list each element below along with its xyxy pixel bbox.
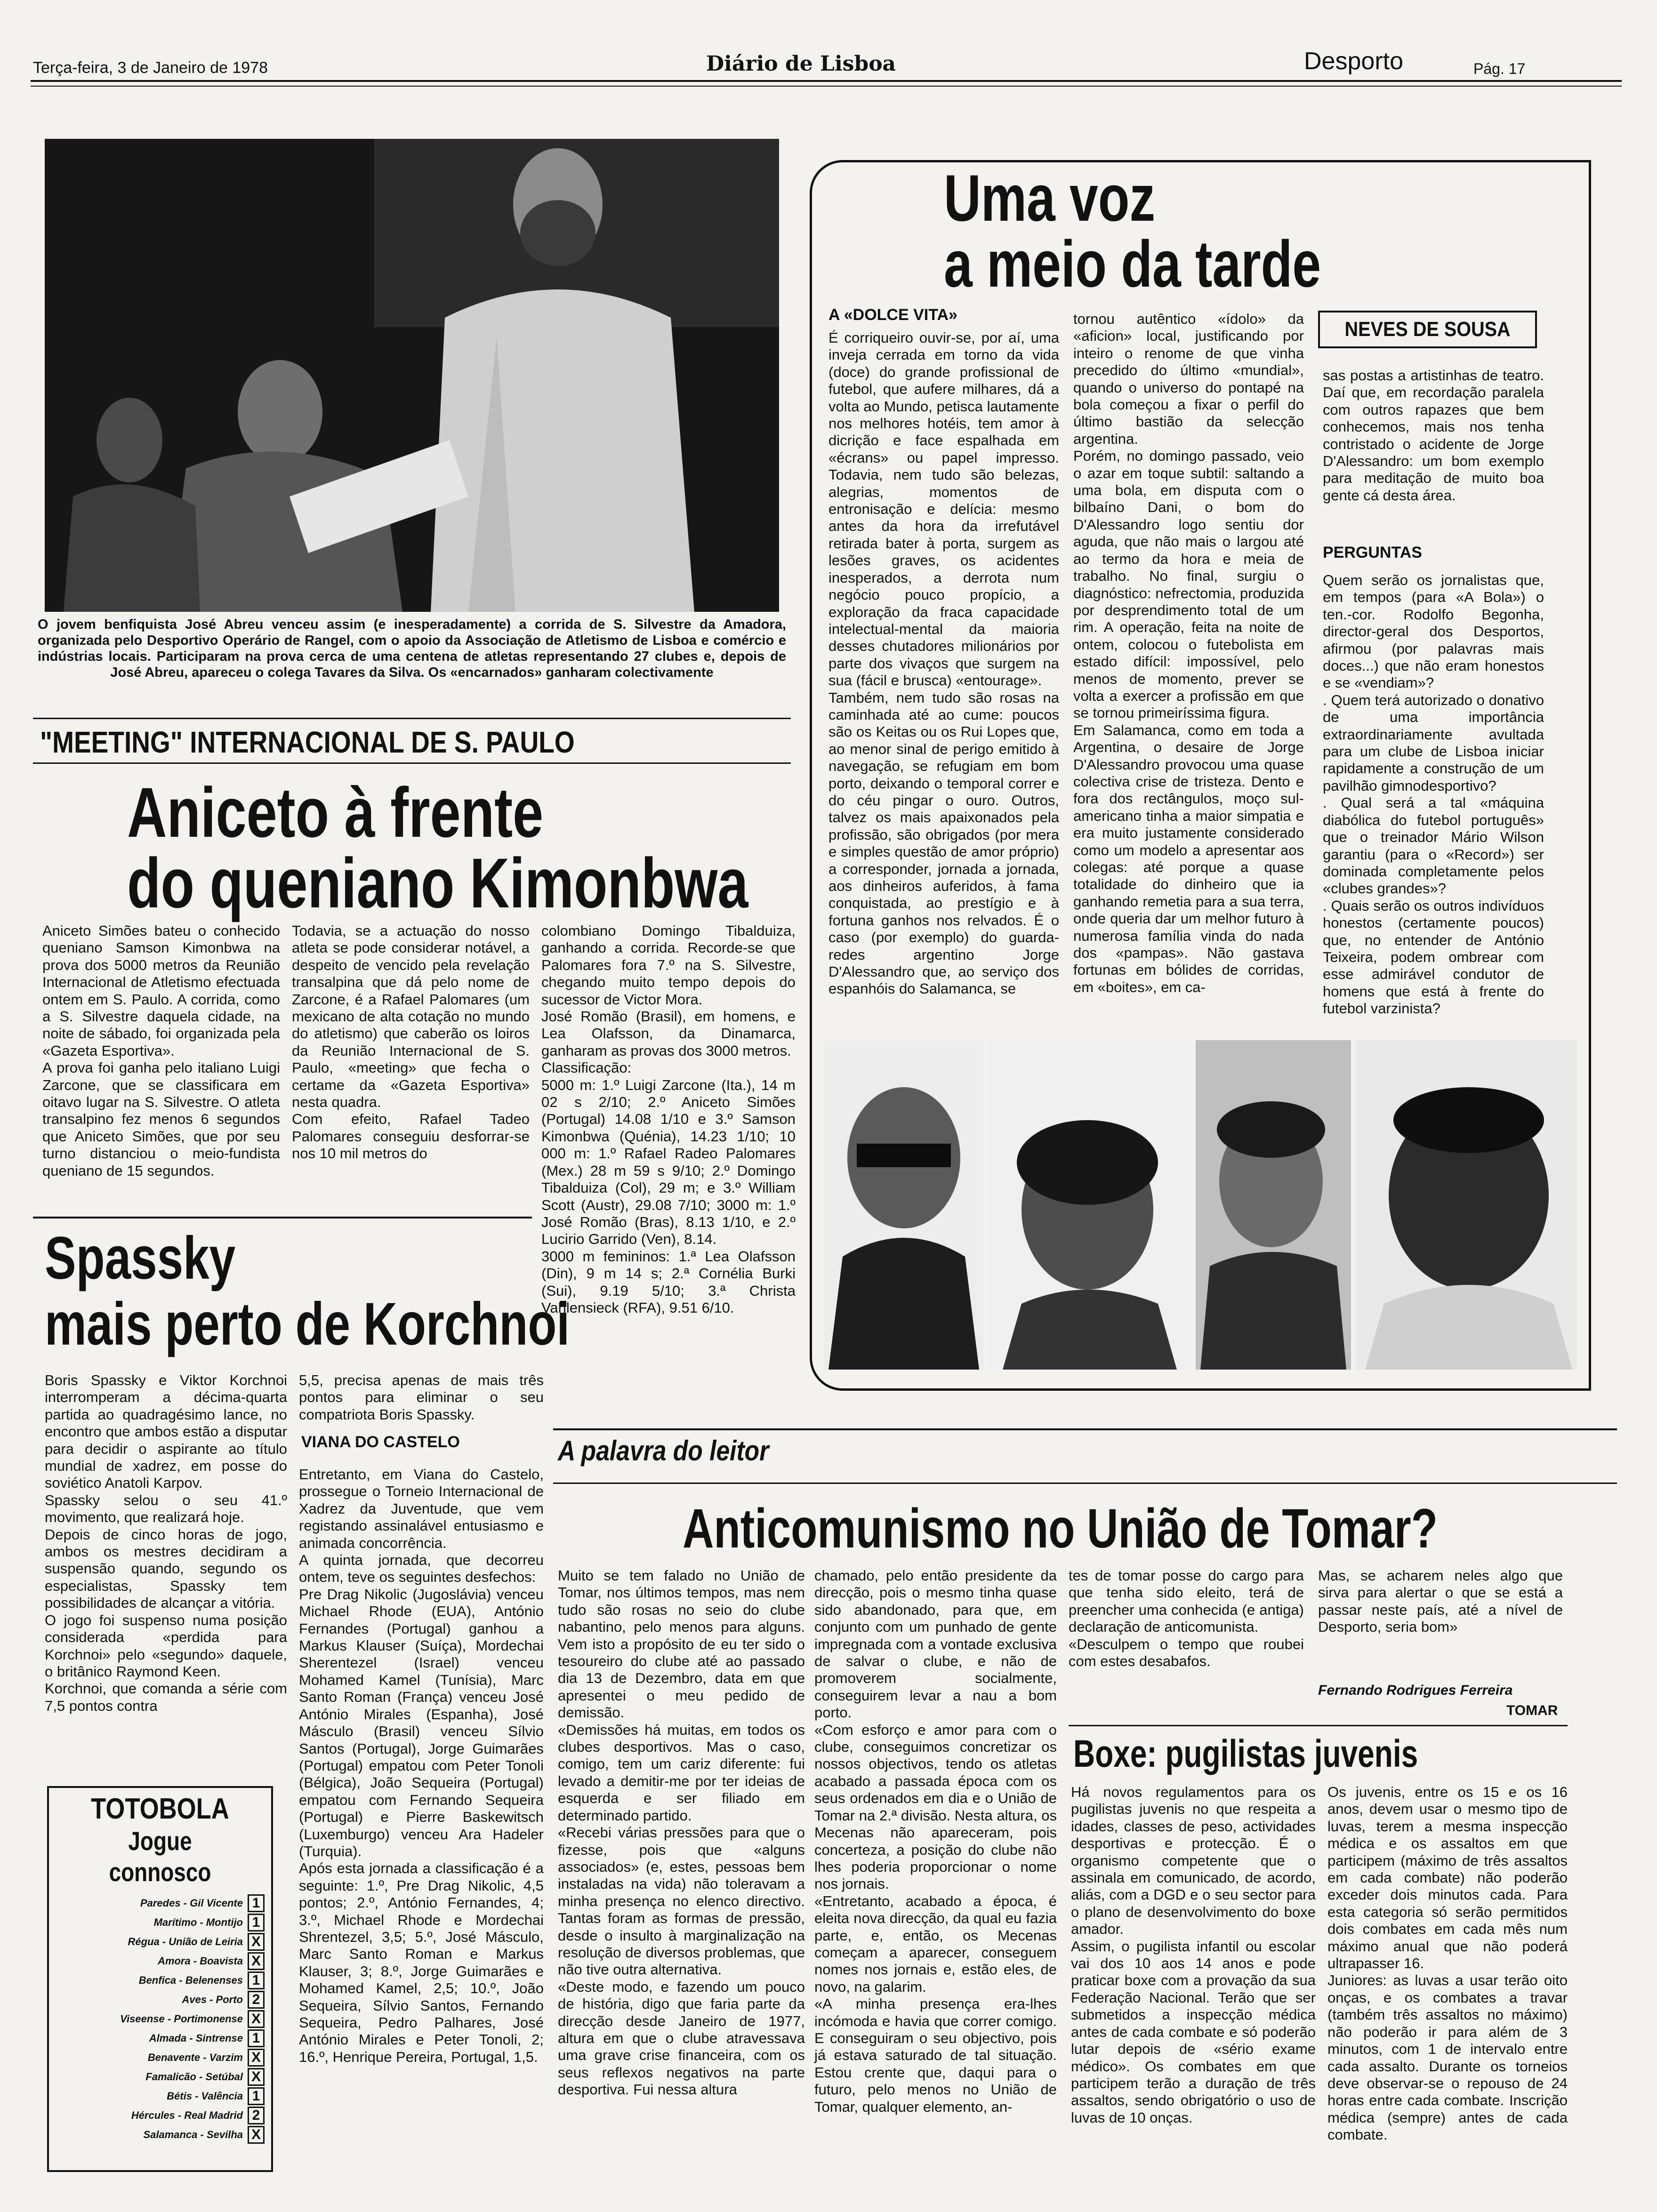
rule-above-spassky [33,1217,532,1218]
totobola-mark: 1 [248,1972,265,1989]
totobola-row [56,1971,265,1990]
totobola-row [56,1932,265,1951]
meeting-column-1: Aniceto Simões bateu o conhecido queniano Samson Kimonbwa na prova dos 5000 metros da Reunião Internacional de Atletismo efectuada ontem em S. Paulo. A corrida, como a S. Silvestre daquela cidade, na noite de sábado, foi organizada pela «Gazeta Esportiva». A prova foi ganha pelo italiano Luigi Zarcone, que se classificara em oitavo lugar na S. Silvestre. O atleta transalpino fez menos 6 segundos que Aniceto Simões, que por seu turno distanciou o meio-fundista queniano de 15 segundos. [42,922,280,1179]
totobola-row [56,1913,265,1932]
totobola-game: Benavente - Varzim [147,2051,243,2063]
totobola-mark: 1 [248,2087,265,2105]
leitor-signature-name: Fernando Rodrigues Ferreira [1318,1683,1513,1698]
spassky-headline-1: Spassky [45,1225,236,1292]
page-date: Terça-feira, 3 de Janeiro de 1978 [33,59,268,77]
meeting-kicker: "MEETING" INTERNACIONAL DE S. PAULO [40,725,575,759]
header-rule [31,80,1622,82]
header-rule-thin [31,86,1622,87]
totobola-rows [56,1893,265,2144]
rule-below-caption [33,718,791,719]
totobola-mark: X [248,2126,265,2144]
column-author-box [1318,311,1537,348]
spassky-headline-2: mais perto de Korchnoi [45,1290,570,1358]
totobola-row [56,2106,265,2125]
boxe-column-1: Há novos regulamentos para os pugilistas juvenis no que respeita a idades, classes de peso, actividades desportivas e protecção. É o organismo competente que o assinala em comunicado, de acordo, aliás, com a DGD e o seu sector para o plano de desenvolvimento do boxe amador. Assim, o pugilista infantil ou escolar vai dos 10 aos 14 anos e pode praticar boxe com a provação da sua Federação Nacional. Terão que ser submetidos a inspecção médica antes de cada combate e só poderão lutar depois de «sério exame médico». Os combates em que participem terão a duração de três assaltos, sendo obrigatório o uso de luvas de 10 onças. [1071,1784,1316,2126]
column-col-3-top: sas postas a artistinhas de teatro. Daí que, em recordação paralela com outros rapazes que bem conhecemos, mais nos tenha contristado o acidente de Jorge D'Alessandro: um bom exemplo para meditação de muito boa gente cá desta área. [1323,367,1548,504]
totobola-row [56,2125,265,2144]
totobola-row [56,2048,265,2067]
totobola-game: Aves - Porto [182,1993,243,2005]
spassky-column-2-top: 5,5, precisa apenas de mais três pontos para eliminar o seu compatriota Boris Spassky. [299,1372,548,1423]
totobola-game: Benfica - Belenenses [138,1974,243,1986]
totobola-row [56,1990,265,2009]
totobola-game: Famalicão - Setúbal [145,2070,243,2083]
totobola-row [56,1951,265,1971]
boxe-column-2: Os juvenis, entre os 15 e os 16 anos, devem usar o mesmo tipo de luvas, terem a mesma inspecção médica e os assaltos em que participem (máximo de três assaltos em cada combate) não poderão exceder dois minutos cada. Para esta categoria só serão permitidos dois combates em cada mês num máximo anual que não poderá ultrapasser 16. Juniores: as luvas a usar terão oito onças, e os combates a travar (também três assaltos no máximo) não poderão ir para além de 3 minutos, com 1 de intervalo entre cada assalto. Durante os torneios deve observar-se o repouso de 24 horas entre cada combate. Inscrição médica (sempre) antes de cada combate. [1327,1784,1568,2143]
leitor-column-2: chamado, pelo então presidente da direcção, pois o mesmo tinha quase sido abandonado, para que, em conjunto com um punhado de gente impregnada com a vontade exclusiva de salvar o clube, e não de promoverem socialmente, conseguirem levar a nau a bom porto. «Com esforço e amor para com o clube, conseguimos concretizar os nossos objectivos, tendo os atletas acabado a passada época com os seus ordenados em dia e o União de Tomar na 2.ª divisão. Nesta altura, os Mecenas não apareceram, pois concerteza, a posição do clube não lhes poderia proporcionar o nome nos jornais. «Entretanto, acabado a época, é eleita nova direcção, da qual eu fazia parte, e, então, os Mecenas começam a aparecer, conseguem nomes nos jornais e, estão eles, de novo, na galarim. «A minha presença era-lhes incómoda e havia que correr comigo. E conseguiram o seu objectivo, pois já estava saturado de tal situação. Estou crente que, daqui para o futuro, pelo menos no União de Tomar, qualquer elemento, an- [814,1567,1057,2115]
spassky-column-1: Boris Spassky e Viktor Korchnoi interromperam a décima-quarta partida ao quadragésimo lance, no encontro que ambos estão a disputar para decidir o aspirante ao título mundial de xadrez, em posse do soviético Anatoli Karpov. Spassky selou o seu 41.º movimento, que realizará hoje. Depois de cinco horas de jogo, ambos os mestres decidiram a suspensão quando, segundo os especialistas, Spassky tem possibilidades de alcançar a vitória. O jogo foi suspenso numa posição considerada «perdida para Korchnoi» pelo «segundo» daquele, o britânico Raymond Keen. Korchnoi, que comanda a série com 7,5 pontos contra [45,1372,287,1714]
totobola-game: Marítimo - Montijo [153,1916,243,1928]
masthead: Diário de Lisboa [706,52,896,76]
column-headline-2: a meio da tarde [944,227,1321,301]
boxe-headline: Boxe: pugilistas juvenis [1073,1732,1418,1775]
leitor-headline: Anticomunismo no União de Tomar? [683,1498,1438,1560]
totobola-mark: X [248,1952,265,1970]
totobola-mark: X [248,2068,265,2086]
column-subhead-perguntas: PERGUNTAS [1323,544,1422,561]
totobola-game: Paredes - Gil Vicente [140,1897,243,1909]
rule-leitor-bottom [553,1483,1617,1484]
leitor-column-4: Mas, se acharem neles algo que sirva para alertar o que se está a passar neste país, até a nível de Desporto, seria bom» [1318,1567,1567,1635]
totobola-game: Salamanca - Sevilha [143,2128,243,2140]
column-col-2: tornou autêntico «ídolo» da «aficion» local, justificando por inteiro o renome de que vinha precedido do último «mundial», quando o universo do pontapé na bola começou a fixar o perfil do último bastião da selecção argentina. Porém, no domingo passado, veio o azar em toque subtil: saltando a uma bola, em disputa com o bilbaíno Dani, o bom do D'Alessandro logo sentiu dor aguda, que não mais o largou até ao termo da hora e meia de trabalho. No final, surgiu o diagnóstico: nefrectomia, produzida por desprendimento total de um rim. A operação, feita na noite de ontem, colocou o futebolista em estado difícil: impossível, pelo menos de momento, prever se volta a exercer a profissão em que se tornou primeiríssima figura. Em Salamanca, como em toda a Argentina, o desaire de Jorge D'Alessandro provocou uma quase colectiva crise de tristeza. Dento e fora dos rectângulos, moço sul-americano tinha a maior simpatia e era muito justamente considerado como um modelo a apresentar aos colegas: até porque a quase totalidade do dinheiro que ia ganhando remetia para a sua terra, onde queria dar um melhor futuro à numerosa família vinda do nada dos «pampas». Não gastava fortunas em bólides de corridas, em «boites», em ca- [1073,311,1304,995]
totobola-row [56,2009,265,2028]
portrait-3 [1196,1040,1351,1370]
meeting-column-2: Todavia, se a actuação do nosso atleta se pode considerar notável, a despeito de vencido pela revelação transalpina que dá pelo nome de Zarcone, é a Rafael Palomares (um mexicano de alta cotação no mundo do atletismo) que caberão os loiros da Reunião Internacional de S. Paulo, «meeting» que fecha o certame da «Gazeta Esportiva» nesta quadra. Com efeito, Rafael Tadeo Palomares conseguiu desforrar-se nos 10 mil metros do [292,922,530,1162]
column-headline-1: Uma voz [944,161,1156,235]
portrait-4 [1356,1040,1577,1370]
column-subhead-dolce-vita: A «DOLCE VITA» [828,306,957,324]
rule-boxe [1069,1725,1568,1726]
totobola-game: Régua - União de Leiria [128,1935,243,1948]
portrait-1 [824,1040,984,1370]
totobola-mark: 2 [248,2107,265,2124]
page-number: Pág. 17 [1473,60,1526,77]
totobola-game: Bétis - Valência [167,2090,243,2102]
viana-subhead: VIANA DO CASTELO [301,1433,460,1451]
leitor-column-1: Muito se tem falado no União de Tomar, nos últimos tempos, mas nem tudo são rosas no seio do clube nabantino, pelo menos para alguns. Vem isto a propósito de eu ter sido o tesoureiro do clube até ao passado dia 13 de Dezembro, data em que apresentei o meu pedido de demissão. «Demissões há muitas, em todos os clubes desportivos. Mas o caso, comigo, tem um cariz diferente: fui levado a demitir-me por ter ideias de esquerda e ser filiado em determinado partido. «Recebi várias pressões para que o fizesse, pois que «alguns associados» (e, estes, pessoas bem instaladas na vida) não toleravam a minha presença no elenco directivo. Tantas foram as formas de pressão, desde o insulto à marginalização na resolução de diversos problemas, que não tive outra alternativa. «Deste modo, e fazendo um pouco de história, digo que faria parte da direcção desde Janeiro de 1977, altura em que o clube atravessava uma grave crise financeira, com os seus reflexos negativos na parte desportiva. Fui nessa altura [558,1567,805,2098]
totobola-game: Amora - Boavista [158,1955,243,1967]
totobola-row [56,1893,265,1913]
photo-jose-abreu [45,139,779,612]
rule-kicker [33,762,791,764]
totobola-row [56,2086,265,2106]
totobola-box [47,1786,273,2172]
totobola-mark: 1 [248,2029,265,2047]
column-col-1: É corriqueiro ouvir-se, por aí, uma inveja cerrada em torno da vida (doce) do grande profissional de futebol, que aufere milhares, dá a volta ao Mundo, petisca lautamente nos melhores hotéis, tem amor à dicrição e face espalhada em «écrans» ou papel impresso. Todavia, nem tudo são belezas, alegrias, momentos de entronisação e delícia: mesmo antes da hora da irrefutável retirada bater à porta, surgem as lesões graves, os acidentes inesperados, a derrota num negócio pouco propício, a exploração da fraca capacidade intelectual-mental da maioria desses chutadores milionários por parte dos vivaços que surgem na sua (fácil e brusca) «entourage». Também, nem tudo são rosas na caminhada até ao cume: poucos são os Keitas ou os Rui Lopes que, ao menor sinal de perigo emitido à navegação, se refugiam em bom porto, deixando o temporal correr e do céu pingar o ouro. Outros, talvez os mais apaixonados pela profissão, são obrigados (por mera e simples questão de amor próprio) a corresponder, jornada a jornada, aos dinheiros auferidos, à fama conquistada, ao prestígio e à fortuna ganhos nos relvados. É o caso (por exemplo) do guarda-redes argentino Jorge D'Alessandro que, ao serviço dos espanhóis do Salamanca, se [828,329,1059,997]
column-author: NEVES DE SOUSA [1344,318,1511,341]
totobola-row [56,2067,265,2086]
totobola-mark: 1 [248,1914,265,1931]
totobola-mark: 2 [248,1991,265,2009]
totobola-mark: X [248,2010,265,2028]
meeting-column-3: colombiano Domingo Tibalduiza, ganhando a corrida. Recorde-se que Palomares fora 7.º na S. Silvestre, chegando muito tempo depois do sucessor de Victor Mora. José Romão (Brasil), em homens, e Lea Olafsson, da Dinamarca, ganharam as provas dos 3000 metros. Classificação: 5000 m: 1.º Luigi Zarcone (Ita.), 14 m 02 s 2/10; 2.º Aniceto Simões (Portugal) 14.08 1/10 e 3.º Samson Kimonbwa (Quénia), 14.23 1/10; 10 000 m: 1.º Rafael Radeo Palomares (Mex.) 28 m 59 s 9/10; 2.º Domingo Tibalduiza (Col), 29 m; e 3.º William Scott (Austr), 29.08 7/10; 3000 m: 1.º José Romão (Bras), 8.13 1/10, e 2.º Lucirio Garrido (Ven), 8.14. 3000 m femininos: 1.ª Lea Olafsson (Din), 9 m 14 s; 2.ª Cornélia Burki (Sui), 9.19 5/10; 3.ª Christa Vahlensieck (RFA), 9.51 6/10. [541,922,796,1316]
totobola-title: TOTOBOLA [91,1793,229,1825]
totobola-game: Viseense - Portimonense [120,2012,243,2025]
leitor-signature-place: TOMAR [1506,1703,1558,1718]
portrait-2 [989,1040,1191,1370]
totobola-mark: X [248,2049,265,2067]
totobola-mark: 1 [248,1894,265,1912]
totobola-game: Hércules - Real Madrid [131,2109,243,2121]
totobola-subtitle: Jogue connosco [109,1826,211,1887]
totobola-game: Almada - Sintrense [149,2032,243,2044]
meeting-headline-1: Aniceto à frente [127,773,544,852]
rule-leitor-top [553,1428,1617,1430]
section-label: Desporto [1304,48,1403,75]
totobola-mark: X [248,1933,265,1951]
leitor-column-3: tes de tomar posse do cargo para que tenha sido eleito, terá de preencher uma conhecida (e antiga) declaração de anticomunista. «Desculpem o tempo que roubei com estes desabafos. [1069,1567,1304,1670]
spassky-column-2: Entretanto, em Viana do Castelo, prossegue o Torneio Internacional de Xadrez da Juventude, que vem registando assinalável entusiasmo e animada concorrência. A quinta jornada, que decorreu ontem, teve os seguintes desfechos: Pre Drag Nikolic (Jugoslávia) venceu Michael Rhode (EUA), António Fernandes (Portugal) ganhou a Markus Klauser (Suíça), Mordechai Sherentezel (Israel) venceu Mohamed Kamel (Tunísia), Marc Santo Roman (França) venceu José António Mirales (Espanha), José Másculo (Brasil) venceu Sílvio Santos (Portugal), Jorge Guimarães (Portugal) empatou com Peter Tonoli (Bélgica), João Sequeira (Portugal) empatou com Fernando Sequeira (Portugal) e Pierre Baskewitsch (Luxemburgo) venceu Ara Hadeler (Turquia). Após esta jornada a classificação é a seguinte: 1.º, Pre Drag Nikolic, 4,5 pontos; 2.º, António Fernandes, 4; 3.º, Michael Rhode e Mordechai Shrentezel, 3,5; 5.º, José Másculo, Marc Santo Roman e Markus Klauser, 3; 8.º, Jorge Guimarães e Mohamed Kamel, 2,5; 10.º, João Sequeira, Sílvio Santos, Fernando Sequeira, Pedro Palhares, José António Mirales e Peter Tonoli, 2; 16.º, Henrique Pereira, Portugal, 1,5. [299,1466,544,2065]
meeting-headline-2: do queniano Kimonbwa [127,843,748,922]
column-col-3: Quem serão os jornalistas que, em tempos (para «A Bola») o ten.-cor. Rodolfo Begonha, director-geral dos Desportos, afirmou (por palavras mais doces...) que não eram honestos e se «vendiam»? . Quem terá autorizado o donativo de uma importância extraordinariamente avultada para um clube de Lisboa iniciar rapidamente a construção de um pavilhão gimnodesportivo? . Qual será a tal «máquina diabólica do futebol português» que o treinador Mário Wilson garantiu (para o «Record») ser dominada completamente pelos «clubes grandes»? . Quais serão os outros indivíduos honestos (certamente poucos) que, no entender de António Teixeira, podem ombrear com esse admirável condutor de homens que está à frente do futebol varzinista? [1323,572,1544,1017]
photo-caption: O jovem benfiquista José Abreu venceu assim (e inesperadamente) a corrida de S. Silvestre da Amadora, organizada pelo Desportivo Operário de Rangel, com o apoio da Associação de Atletismo de Lisboa e comércio e indústrias locais. Participaram na prova cerca de uma centena de atletas representando 27 clubes e, depois de José Abreu, apareceu o colega Tavares da Silva. Os «encarnados» ganharam colectivamente [38,617,786,680]
leitor-section-label: A palavra do leitor [558,1435,769,1467]
totobola-row [56,2028,265,2048]
